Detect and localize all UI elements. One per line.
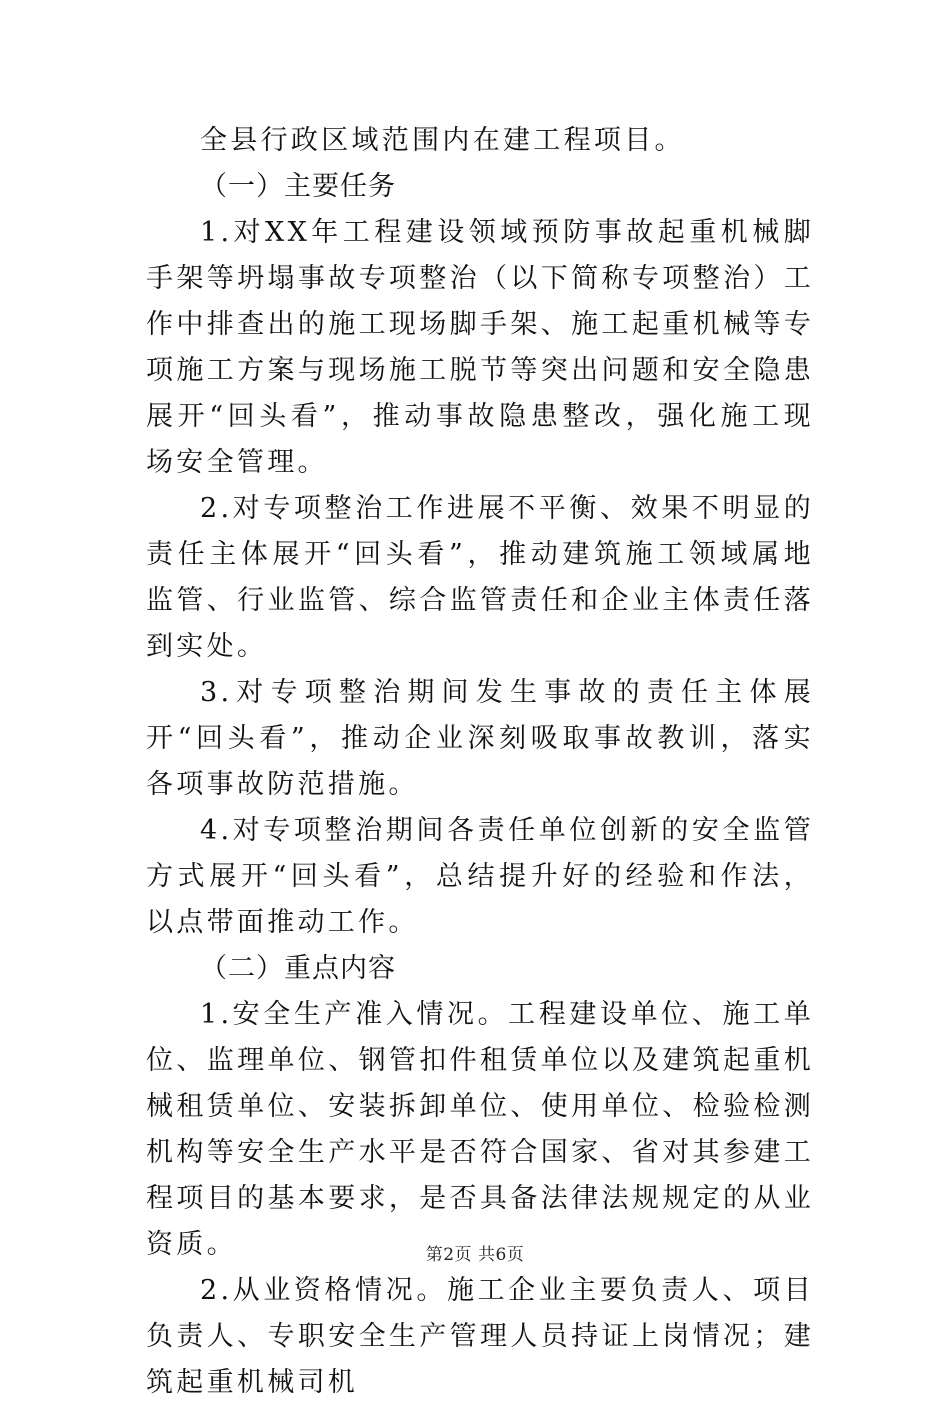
- paragraph-content-1: 1.安全生产准入情况。工程建设单位、施工单位、监理单位、钢管扣件租赁单位以及建筑起重机械租赁单位、安装拆卸单位、使用单位、检验检测机构等安全生产水平是否符合国家、省对其参建工程项目的基本要求，是否具备法律法规规定的从业资质。: [146, 999, 814, 1260]
- heading-main-tasks: （一）主要任务: [200, 171, 396, 202]
- paragraph-scope: 全县行政区域范围内在建工程项目。: [200, 125, 685, 156]
- paragraph-content-2: 2.从业资格情况。施工企业主要负责人、项目负责人、专职安全生产管理人员持证上岗情况；建筑起重机械司机: [146, 1275, 814, 1398]
- heading-key-content: （二）重点内容: [200, 953, 396, 984]
- document-body: [146, 118, 814, 1406]
- page-footer: 第2页 共6页: [425, 1245, 525, 1265]
- paragraph-task-2: 2.对专项整治工作进展不平衡、效果不明显的责任主体展开“回头看”，推动建筑施工领域属地监管、行业监管、综合监管责任和企业主体责任落到实处。: [146, 493, 814, 662]
- paragraph-task-4: 4.对专项整治期间各责任单位创新的安全监管方式展开“回头看”，总结提升好的经验和作法，以点带面推动工作。: [146, 815, 814, 938]
- paragraph-task-3: 3.对专项整治期间发生事故的责任主体展开“回头看”，推动企业深刻吸取事故教训，落实各项事故防范措施。: [146, 677, 814, 800]
- paragraph-task-1: 1.对XX年工程建设领域预防事故起重机械脚手架等坍塌事故专项整治（以下简称专项整治）工作中排查出的施工现场脚手架、施工起重机械等专项施工方案与现场施工脱节等突出问题和安全隐患展开“回头看”，推动事故隐患整改，强化施工现场安全管理。: [146, 217, 814, 478]
